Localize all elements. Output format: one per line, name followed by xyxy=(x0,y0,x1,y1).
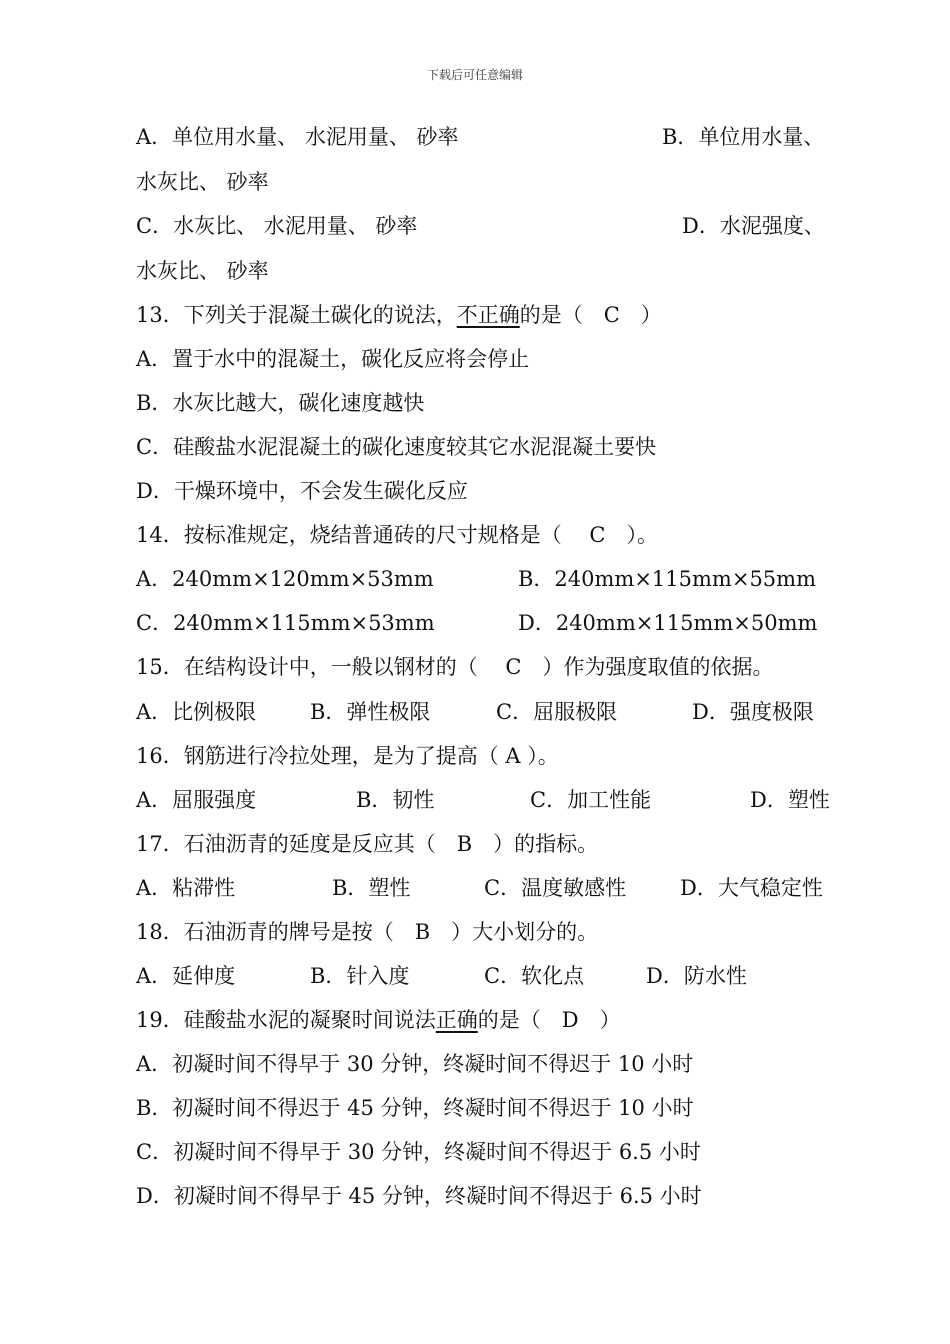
option-line: C．初凝时间不得早于 30 分钟，终凝时间不得迟于 6.5 小时 xyxy=(136,1140,701,1164)
underlined-keyword: 正确 xyxy=(435,1008,478,1032)
question-answer: 的是（ C ） xyxy=(519,303,662,327)
question-text: 19．硅酸盐水泥的凝聚时间说法 xyxy=(136,1008,436,1032)
option-line: B．针入度 xyxy=(310,964,410,988)
option-line: B．初凝时间不得迟于 45 分钟，终凝时间不得迟于 10 小时 xyxy=(136,1096,694,1120)
page-header: 下载后可任意编辑 xyxy=(426,68,523,82)
question-text: 13．下列关于混凝土碳化的说法， xyxy=(136,303,457,327)
underlined-keyword: 不正确 xyxy=(456,303,520,327)
question-14: 14．按标准规定，烧结普通砖的尺寸规格是（ C ）。 xyxy=(136,523,658,547)
option-line: A．屈服强度 xyxy=(136,788,257,812)
option-line: C．软化点 xyxy=(484,964,585,988)
question-18: 18．石油沥青的牌号是按（ B ）大小划分的。 xyxy=(136,920,599,944)
option-line: A．初凝时间不得早于 30 分钟，终凝时间不得迟于 10 小时 xyxy=(136,1052,694,1076)
option-line: D．240mm×115mm×50mm xyxy=(518,611,818,635)
option-line: D．防水性 xyxy=(646,964,747,988)
option-line: D．塑性 xyxy=(750,788,830,812)
option-line: D．强度极限 xyxy=(692,700,814,724)
option-line: D．初凝时间不得早于 45 分钟，终凝时间不得迟于 6.5 小时 xyxy=(136,1184,702,1208)
option-line: A．置于水中的混凝土，碳化反应将会停止 xyxy=(136,347,530,371)
option-line: B．水灰比越大，碳化速度越快 xyxy=(136,391,425,415)
option-line: D．大气稳定性 xyxy=(680,876,823,900)
question-17: 17．石油沥青的延度是反应其（ B ）的指标。 xyxy=(136,832,599,856)
option-line: A．单位用水量、 水泥用量、 砂率 xyxy=(136,125,459,149)
option-line: C．温度敏感性 xyxy=(484,876,627,900)
option-line: B．240mm×115mm×55mm xyxy=(518,567,816,591)
option-line: C．屈服极限 xyxy=(496,700,618,724)
option-line: A．粘滞性 xyxy=(136,876,236,900)
option-line: 水灰比、 砂率 xyxy=(136,170,269,194)
option-line: B．塑性 xyxy=(332,876,411,900)
option-line: C．加工性能 xyxy=(530,788,652,812)
option-line: A．延伸度 xyxy=(136,964,236,988)
option-line: B．韧性 xyxy=(356,788,435,812)
question-16: 16．钢筋进行冷拉处理，是为了提高（ A ）。 xyxy=(136,744,559,768)
option-line: B．单位用水量、 xyxy=(662,125,825,149)
option-line: A．比例极限 xyxy=(136,700,257,724)
question-15: 15．在结构设计中，一般以钢材的（ C ）作为强度取值的依据。 xyxy=(136,655,774,679)
option-line: C．240mm×115mm×53mm xyxy=(136,611,435,635)
option-line: D．干燥环境中，不会发生碳化反应 xyxy=(136,479,468,503)
question-13 xyxy=(136,302,662,328)
option-line: C．硅酸盐水泥混凝土的碳化速度较其它水泥混凝土要快 xyxy=(136,435,657,459)
option-line: 水灰比、 砂率 xyxy=(136,259,269,283)
question-19 xyxy=(136,1007,621,1033)
option-line: B．弹性极限 xyxy=(310,700,431,724)
question-answer: 的是（ D ） xyxy=(477,1008,621,1032)
option-line: D．水泥强度、 xyxy=(682,214,825,238)
option-line: A．240mm×120mm×53mm xyxy=(136,567,434,591)
option-line: C．水灰比、 水泥用量、 砂率 xyxy=(136,214,418,238)
